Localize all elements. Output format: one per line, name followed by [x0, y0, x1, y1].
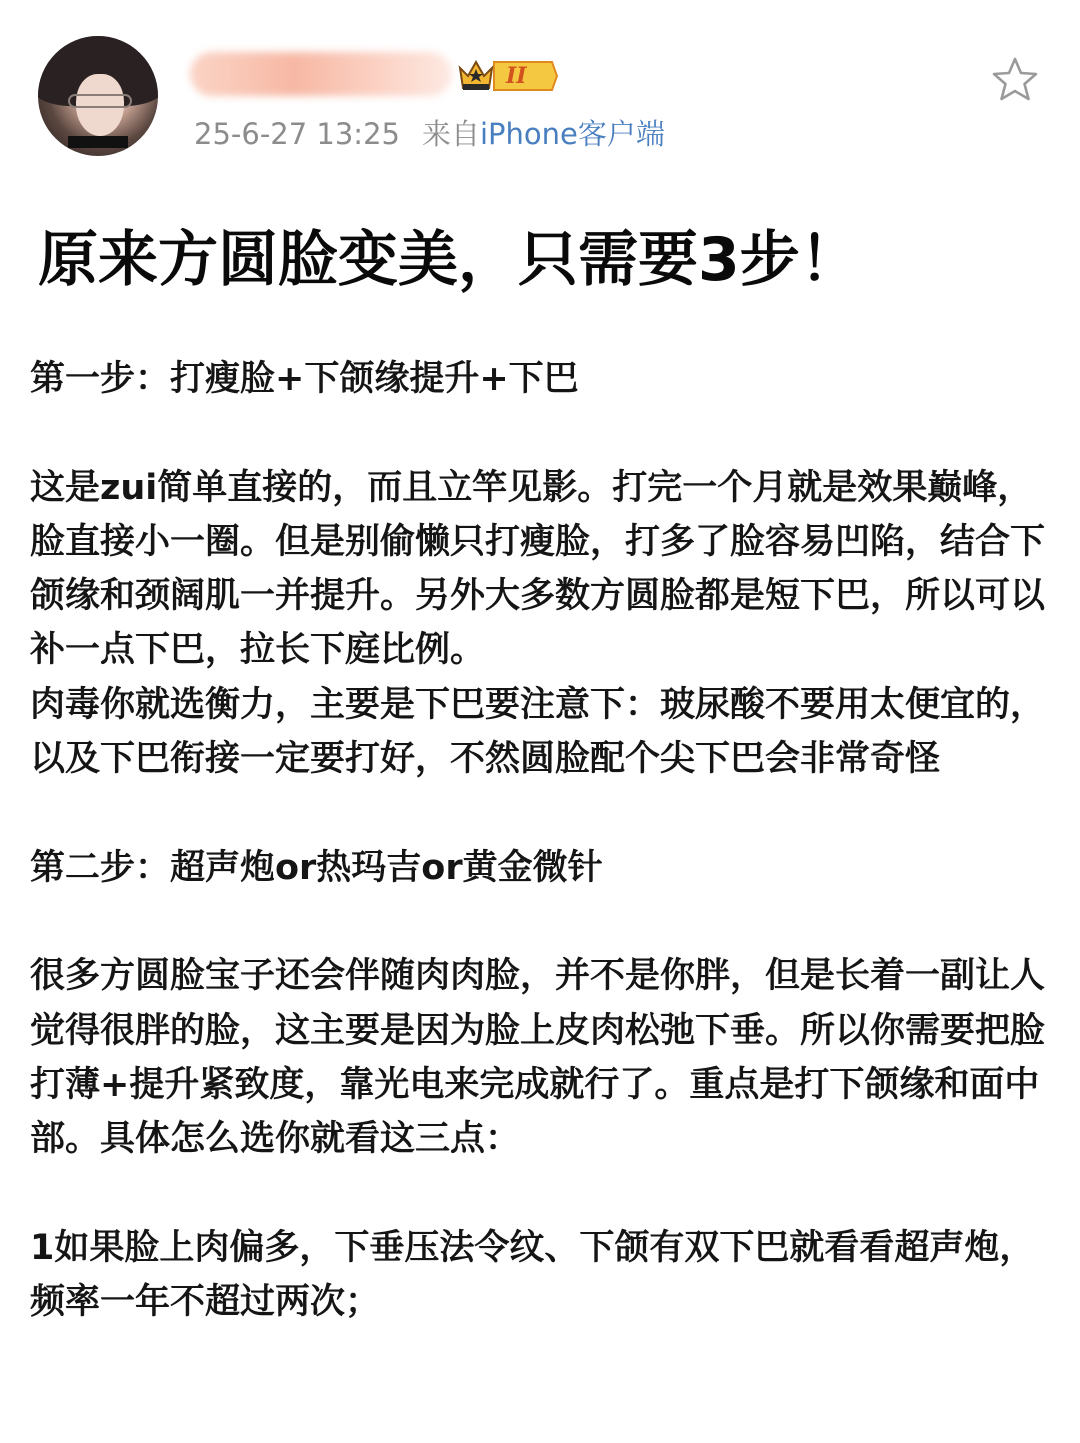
section-heading-step-1: 第一步：打瘦脸+下颌缘提升+下巴: [30, 359, 579, 399]
post-meta: [194, 114, 665, 154]
section-heading-step-2: 第二步：超声炮or热玛吉or黄金微针: [30, 847, 603, 888]
blank-line: [30, 895, 1050, 949]
source-client-link[interactable]: iPhone客户端: [480, 117, 665, 151]
username-blurred[interactable]: [190, 52, 452, 96]
star-outline-icon[interactable]: [990, 55, 1040, 105]
post-body: [30, 352, 1050, 1329]
body-paragraph: 很多方圆脸宝子还会伴随肉肉脸，并不是你胖，但是长着一副让人觉得很胖的脸，这主要是因为脸上皮肉松弛下垂。所以你需要把脸打薄+提升紧致度，靠光电来完成就行了。重点是打下颌缘和面中部。具体怎么选你就看这三点：: [30, 956, 1046, 1160]
blank-line: [30, 1166, 1050, 1220]
body-paragraph: 肉毒你就选衡力，主要是下巴要注意下：玻尿酸不要用太便宜的，以及下巴衔接一定要打好，不然圆脸配个尖下巴会非常奇怪: [30, 684, 1046, 780]
blank-line: [30, 406, 1050, 460]
source-prefix: 来自: [421, 117, 480, 151]
badge-level-label: II: [506, 63, 527, 89]
avatar-choker: [68, 136, 128, 148]
blank-line: [30, 786, 1050, 840]
body-paragraph: 1如果脸上肉偏多，下垂压法令纹、下颌有双下巴就看看超声炮，频率一年不超过两次；: [30, 1227, 1035, 1323]
avatar-glasses: [68, 94, 132, 108]
post-timestamp: 25-6-27 13:25: [194, 117, 400, 151]
post-title: 原来方圆脸变美，只需要3步！: [38, 225, 860, 295]
post-header: [0, 0, 1080, 180]
avatar[interactable]: [38, 36, 158, 156]
body-paragraph: 这是zui简单直接的，而且立竿见影。打完一个月就是效果巅峰，脸直接小一圈。但是别偷懒只打瘦脸，打多了脸容易凹陷，结合下颌缘和颈阔肌一并提升。另外大多数方圆脸都是短下巴，所以可以补一点下巴，拉长下庭比例。: [30, 467, 1046, 671]
